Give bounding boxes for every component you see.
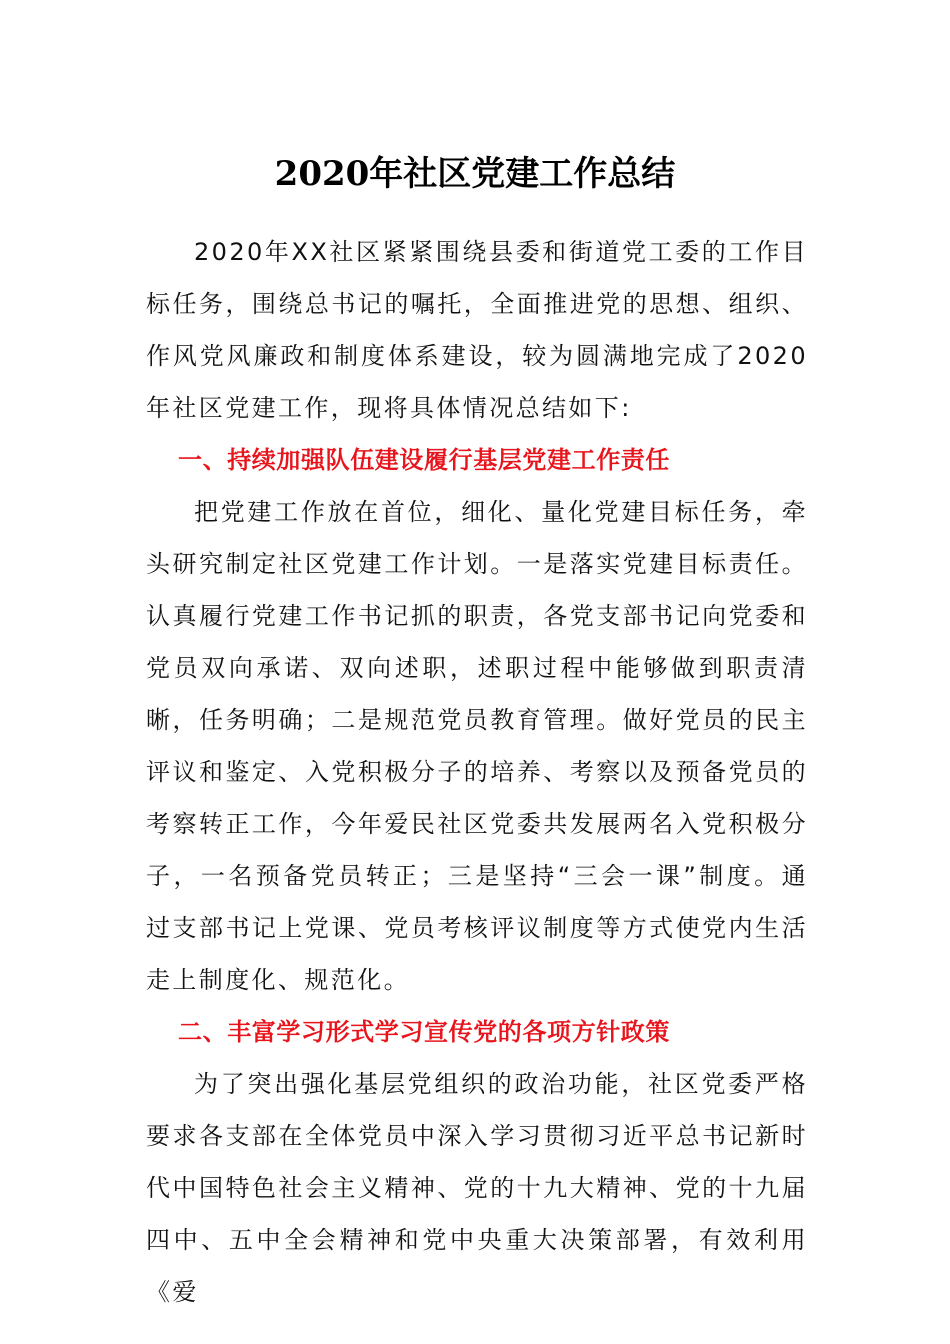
section-body-1: 把党建工作放在首位，细化、量化党建目标任务，牵头研究制定社区党建工作计划。一是落实党建目标责任。认真履行党建工作书记抓的职责，各党支部书记向党委和党员双向承诺、双向述职，述职过程中能够做到职责清晰，任务明确；二是规范党员教育管理。做好党员的民主评议和鉴定、入党积极分子的培养、考察以及预备党员的考察转正工作，今年爱民社区党委共发展两名入党积极分子，一名预备党员转正；三是坚持“三会一课”制度。通过支部书记上党课、党员考核评议制度等方式使党内生活走上制度化、规范化。 — [146, 498, 808, 994]
section-heading-1: 一、持续加强队伍建设履行基层党建工作责任 — [178, 446, 670, 474]
document-title: 2020年社区党建工作总结 — [274, 154, 676, 194]
section-body-2: 为了突出强化基层党组织的政治功能，社区党委严格要求各支部在全体党员中深入学习贯彻习近平总书记新时代中国特色社会主义精神、党的十九大精神、党的十九届四中、五中全会精神和党中央重大决策部署，有效利用《爱 — [146, 1070, 808, 1306]
intro-paragraph: 2020年XX社区紧紧围绕县委和街道党工委的工作目标任务，围绕总书记的嘱托，全面推进党的思想、组织、作风党风廉政和制度体系建设，较为圆满地完成了2020年社区党建工作，现将具体情况总结如下: — [146, 238, 808, 422]
section-heading-2: 二、丰富学习形式学习宣传党的各项方针政策 — [178, 1018, 670, 1046]
document-body — [146, 226, 808, 1318]
